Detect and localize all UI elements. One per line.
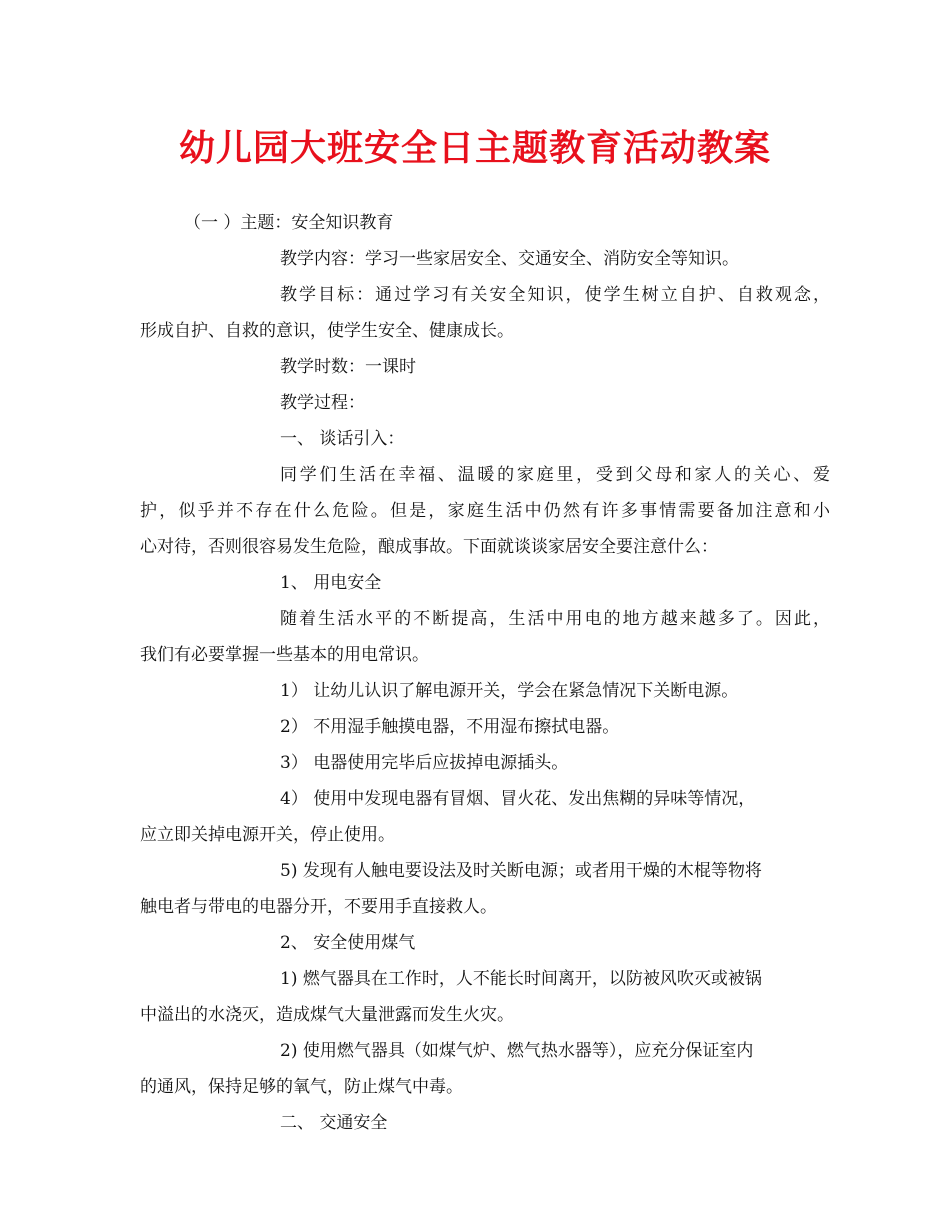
text-line: 应立即关掉电源开关，停止使用。 (140, 825, 395, 845)
text-line: 触电者与带电的电器分开，不要用手直接救人。 (140, 897, 497, 917)
text-line: 护，似乎并不存在什么危险。但是，家庭生活中仍然有许多事情需要备加注意和小 (140, 501, 830, 521)
text-line: 2) 使用燃气器具（如煤气炉、燃气热水器等），应充分保证室内 (280, 1041, 754, 1061)
text-line: 心对待，否则很容易发生危险，酿成事故。下面就谈谈家居安全要注意什么： (140, 537, 718, 557)
text-line: 中溢出的水浇灭，造成煤气大量泄露而发生火灾。 (140, 1005, 514, 1025)
text-line: （一 ）主题：安全知识教育 (184, 213, 394, 233)
text-line: 同学们生活在幸福、温暖的家庭里，受到父母和家人的关心、爱 (280, 465, 830, 485)
text-line: 一、 谈话引入： (280, 429, 405, 449)
text-line: 5) 发现有人触电要设法及时关断电源；或者用干燥的木棍等物将 (280, 861, 762, 881)
document-title: 幼儿园大班安全日主题教育活动教案 (178, 127, 771, 169)
text-line: 教学过程： (280, 393, 365, 413)
text-line: 教学目标：通过学习有关安全知识，使学生树立自护、自救观念， (280, 285, 830, 305)
text-line: 教学内容：学习一些家居安全、交通安全、消防安全等知识。 (280, 249, 739, 269)
text-line: 形成自护、自救的意识，使学生安全、健康成长。 (140, 321, 514, 341)
text-line: 我们有必要掌握一些基本的用电常识。 (140, 645, 429, 665)
text-line: 4） 使用中发现电器有冒烟、冒火花、发出焦糊的异味等情况， (280, 789, 756, 809)
text-line: 的通风，保持足够的氧气，防止煤气中毒。 (140, 1077, 463, 1097)
document-body (140, 205, 830, 1141)
text-line: 随着生活水平的不断提高，生活中用电的地方越来越多了。因此， (280, 609, 830, 629)
text-line: 2） 不用湿手触摸电器，不用湿布擦拭电器。 (280, 717, 620, 737)
text-line: 二、 交通安全 (280, 1113, 388, 1133)
text-line: 3） 电器使用完毕后应拔掉电源插头。 (280, 753, 569, 773)
text-line: 1） 让幼儿认识了解电源开关，学会在紧急情况下关断电源。 (280, 681, 739, 701)
text-line: 教学时数：一课时 (280, 357, 416, 377)
text-line: 2、 安全使用煤气 (280, 933, 416, 953)
text-line: 1、 用电安全 (280, 573, 382, 593)
text-line: 1) 燃气器具在工作时，人不能长时间离开，以防被风吹灭或被锅 (280, 969, 762, 989)
